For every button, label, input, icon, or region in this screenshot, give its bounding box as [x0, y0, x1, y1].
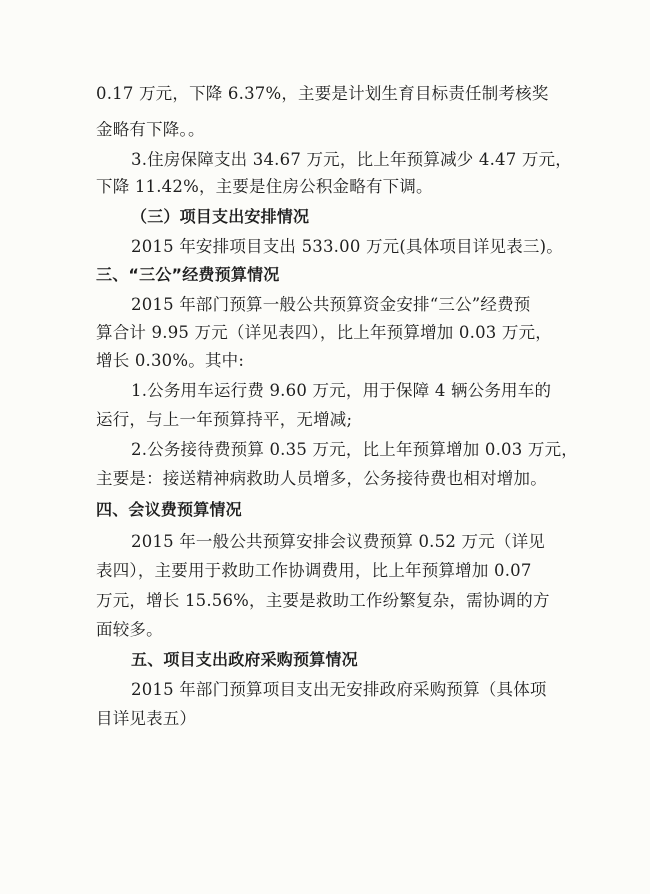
- text-line: 目详见表五）: [96, 709, 197, 728]
- section-heading: 三、“三公”经费预算情况: [96, 265, 280, 284]
- text-line: 下降 11.42%，主要是住房公积金略有下调。: [96, 177, 433, 196]
- text-line: 面较多。: [96, 620, 163, 639]
- text-line: 0.17 万元，下降 6.37%，主要是计划生育目标责任制考核奖: [96, 84, 549, 103]
- text-line: 2.公务接待费预算 0.35 万元，比上年预算增加 0.03 万元，: [131, 440, 578, 459]
- text-line: 主要是：接送精神病救助人员增多，公务接待费也相对增加。: [96, 469, 547, 488]
- text-line: 2015 年部门预算一般公共预算资金安排“三公”经费预: [131, 295, 531, 314]
- section-heading: 四、会议费预算情况: [96, 500, 242, 519]
- section-heading: （三）项目支出安排情况: [131, 207, 310, 226]
- section-heading: 五、项目支出政府采购预算情况: [131, 650, 358, 669]
- text-line: 表四），主要用于救助工作协调费用，比上年预算增加 0.07: [96, 561, 532, 580]
- text-line: 2015 年一般公共预算安排会议费预算 0.52 万元（详见: [131, 532, 545, 551]
- text-line: 3.住房保障支出 34.67 万元，比上年预算减少 4.47 万元，: [131, 150, 572, 169]
- text-line: 运行，与上一年预算持平，无增减;: [96, 410, 353, 429]
- text-line: 万元，增长 15.56%，主要是救助工作纷繁复杂，需协调的方: [96, 591, 550, 610]
- text-line: 1.公务用车运行费 9.60 万元，用于保障 4 辆公务用车的: [131, 381, 552, 400]
- text-line: 2015 年部门预算项目支出无安排政府采购预算（具体项: [131, 680, 547, 699]
- text-line: 算合计 9.95 万元（详见表四），比上年预算增加 0.03 万元，: [96, 323, 553, 342]
- text-line: 增长 0.30%。其中:: [96, 351, 245, 370]
- text-line: 2015 年安排项目支出 533.00 万元(具体项目详见表三)。: [131, 237, 563, 256]
- text-line: 金略有下降。。: [96, 120, 205, 139]
